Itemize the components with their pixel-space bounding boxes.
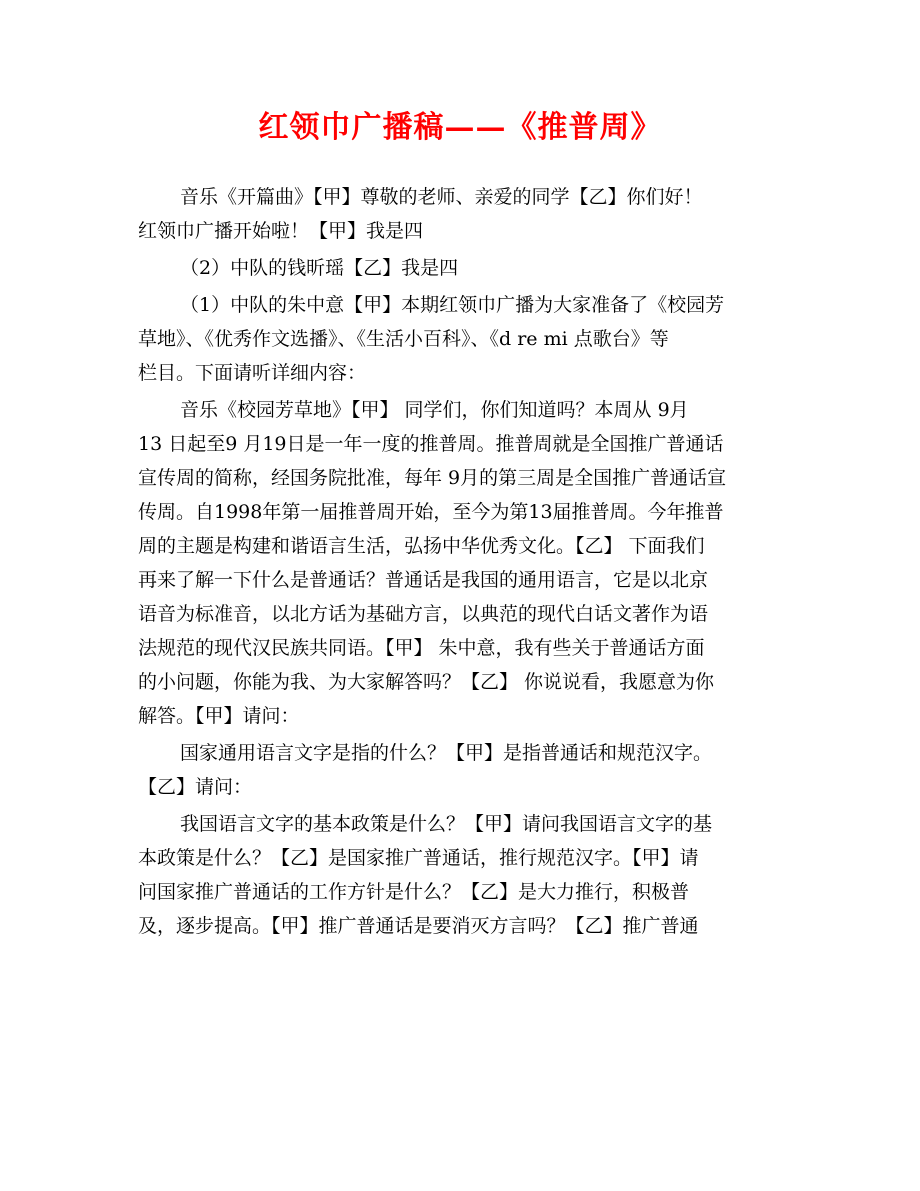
paragraph-line: 13 日起至9 月19日是一年一度的推普周。推普周就是全国推广普通话 <box>138 433 724 455</box>
paragraph-line: 本政策是什么？【乙】是国家推广普通话，推行规范汉字。【甲】请 <box>138 847 699 869</box>
document-title: 红领巾广播稿——《推普周》 <box>258 110 662 145</box>
paragraph-line: 红领巾广播开始啦！【甲】我是四 <box>138 220 424 242</box>
paragraph-line: 【乙】请问： <box>138 776 253 798</box>
paragraph-line: 解答。【甲】请问： <box>138 705 300 727</box>
paragraph-line: 栏目。下面请听详细内容： <box>138 362 367 384</box>
document-body <box>138 180 788 943</box>
paragraph-line: 音乐《开篇曲》【甲】尊敬的老师、亲爱的同学【乙】你们好！ <box>180 186 703 208</box>
paragraph-line: 国家通用语言文字是指的什么？【甲】是指普通话和规范汉字。 <box>180 742 713 764</box>
paragraph-line: 语音为标准音，以北方话为基础方言，以典范的现代白话文著作为语 <box>138 603 709 625</box>
paragraph-line: 周的主题是构建和谐语言生活，弘扬中华优秀文化。【乙】 下面我们 <box>138 535 705 557</box>
paragraph-line: 的小问题，你能为我、为大家解答吗？【乙】 你说说看，我愿意为你 <box>138 671 715 693</box>
paragraph-line: （1）中队的朱中意【甲】本期红领巾广播为大家准备了《校园芳 <box>180 294 725 316</box>
paragraph-line: 法规范的现代汉民族共同语。【甲】 朱中意，我有些关于普通话方面 <box>138 637 705 659</box>
paragraph-line: 问国家推广普通话的工作方针是什么？【乙】是大力推行，积极普 <box>138 881 690 903</box>
paragraph-line: 宣传周的简称，经国务院批准，每年 9月的第三周是全国推广普通话宣 <box>138 467 727 489</box>
paragraph-line: 我国语言文字的基本政策是什么？【甲】请问我国语言文字的基 <box>180 813 713 835</box>
paragraph-line: 传周。自1998年第一届推普周开始，至今为第13届推普周。今年推普 <box>138 501 724 523</box>
paragraph-line: 及，逐步提高。【甲】推广普通话是要消灭方言吗？【乙】推广普通 <box>138 915 699 937</box>
paragraph-line: 音乐《校园芳草地》【甲】 同学们，你们知道吗？本周从 9月 <box>180 399 689 421</box>
paragraph-line: 草地》、《优秀作文选播》、《生活小百科》、《d re mi 点歌台》等 <box>138 328 669 350</box>
paragraph-line: （2）中队的钱昕瑶【乙】我是四 <box>180 257 459 279</box>
paragraph-line: 再来了解一下什么是普通话？普通话是我国的通用语言，它是以北京 <box>138 569 709 591</box>
